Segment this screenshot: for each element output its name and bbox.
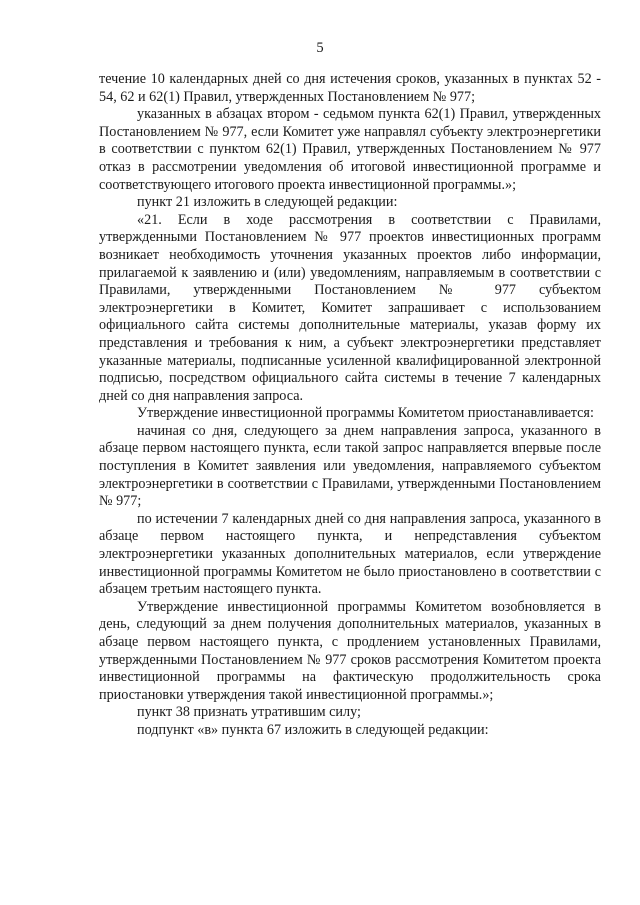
paragraph-suspension-second: по истечении 7 календарных дней со дня направления запроса, указанного в абзаце первом настоящего пункта, и непредставления субъектом электроэнергетики указанных дополнительных материалов, если утверждение инвестиционной программы Комитетом не было приостановлено в соответствии с абзацем третьим настоящего пункта.: [99, 510, 601, 598]
paragraph-continuation: течение 10 календарных дней со дня истечения сроков, указанных в пунктах 52 - 54, 62 и 62(1) Правил, утвержденных Постановлением № 977;: [99, 71, 601, 105]
paragraph-item-second-to-seventh: указанных в абзацах втором - седьмом пункта 62(1) Правил, утвержденных Постановлением № 977, если Комитет уже направлял субъекту электроэнергетики в соответствии с пунктом 62(1) Правил, утвержденных Постановлением № 977 отказ в рассмотрении уведомления об итоговой инвестиционной программе и соответствующего итогового проекта инвестиционной программы.»;: [99, 106, 601, 193]
paragraph-suspension-intro: Утверждение инвестиционной программы Комитетом приостанавливается:: [137, 405, 594, 422]
paragraph-amend-point-21: пункт 21 изложить в следующей редакции:: [137, 194, 398, 211]
document-body: [99, 71, 601, 740]
paragraph-point-21-text: «21. Если в ходе рассмотрения в соответствии с Правилами, утвержденными Постановлением № 977 проектов инвестиционных программ возникает необходимость уточнения указанных проектов либо информации, прилагаемой к заявлению и (или) уведомлениям, направляемым в соответствии с Правилами, утвержденными Постановлением № 977 субъектом электроэнергетики в Комитет, Комитет запрашивает с использованием официального сайта системы дополнительные материалы, указав форму их представления и требования к ним, а субъект электроэнергетики представляет указанные материалы, подписанные усиленной квалифицированной электронной подписью, посредством официального сайта системы в течение 7 календарных дней со дня направления запроса.: [99, 211, 601, 404]
page-number: 5: [316, 40, 324, 56]
paragraph-resumption: Утверждение инвестиционной программы Комитетом возобновляется в день, следующий за днем получения дополнительных материалов, указанных в абзаце первом настоящего пункта, с продлением установленных Правилами, утвержденными Постановлением № 977 сроков рассмотрения Комитетом проекта инвестиционной программы на фактическую продолжительность срока приостановки утверждения такой инвестиционной программы.»;: [99, 598, 601, 703]
paragraph-point-38-repeal: пункт 38 признать утратившим силу;: [137, 704, 361, 721]
paragraph-suspension-first: начиная со дня, следующего за днем направления запроса, указанного в абзаце первом настоящего пункта, если такой запрос направляется впервые после поступления в Комитет заявления или уведомления, направляемого субъектом электроэнергетики в соответствии с Правилами, утвержденными Постановлением № 977;: [99, 422, 601, 510]
paragraph-point-67-amend: подпункт «в» пункта 67 изложить в следующей редакции:: [137, 721, 489, 738]
